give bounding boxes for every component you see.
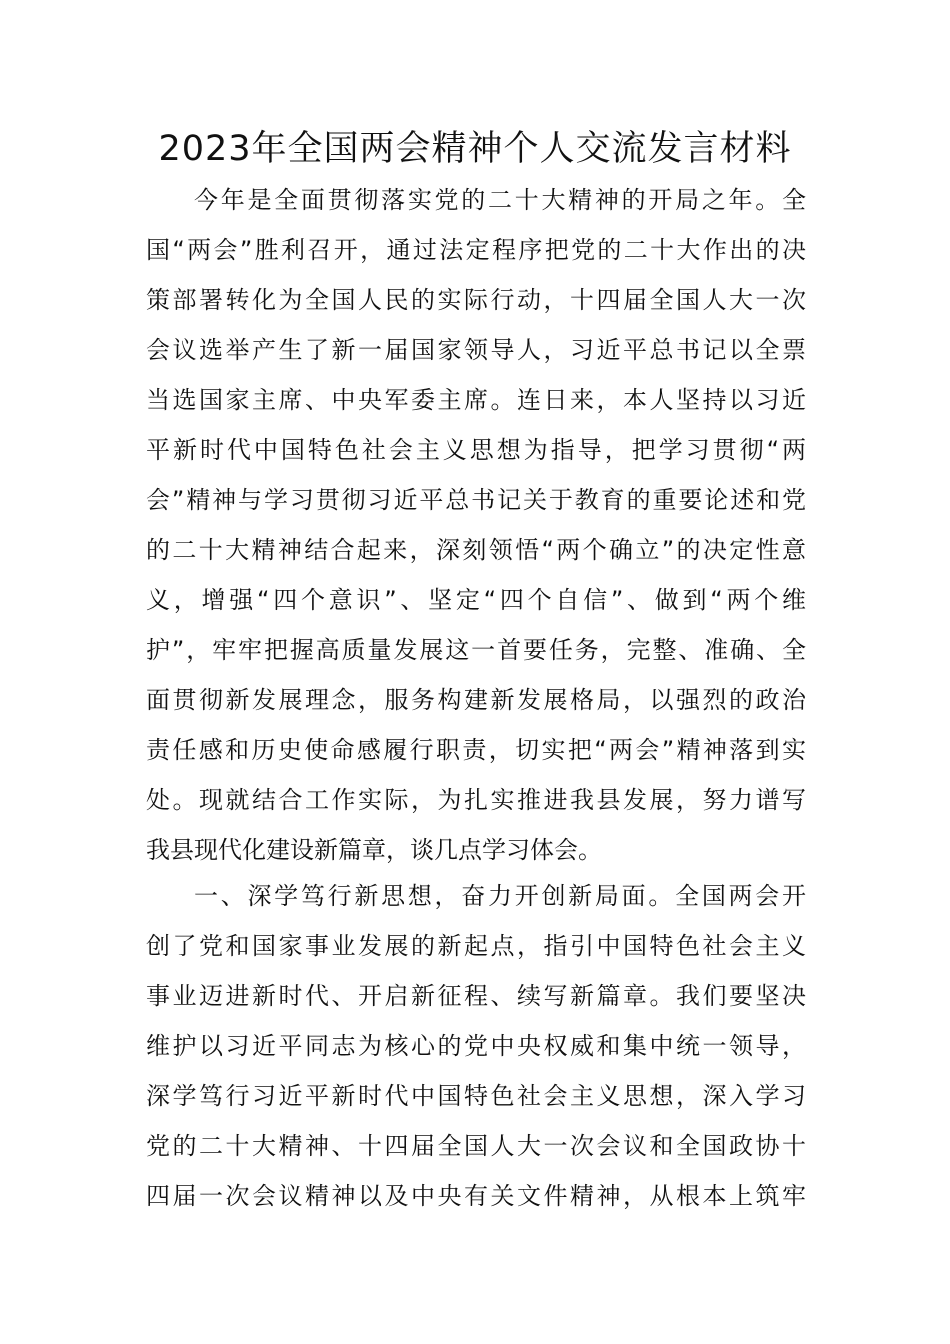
text-line: 党的二十大精神、十四届全国人大一次会议和全国政协十 (146, 1132, 806, 1160)
paragraph-intro (146, 175, 806, 875)
text-line: 今年是全面贯彻落实党的二十大精神的开局之年。全 (194, 186, 806, 214)
text-line: 维护以习近平同志为核心的党中央权威和集中统一领导， (146, 1032, 806, 1060)
text-line: 事业迈进新时代、开启新征程、续写新篇章。我们要坚决 (146, 982, 806, 1010)
text-line: 国“两会”胜利召开，通过法定程序把党的二十大作出的决 (146, 236, 806, 264)
text-line: 面贯彻新发展理念，服务构建新发展格局，以强烈的政治 (146, 686, 806, 714)
paragraph-section-one (146, 871, 806, 1221)
text-line: 创了党和国家事业发展的新起点，指引中国特色社会主义 (146, 932, 806, 960)
text-line: 平新时代中国特色社会主义思想为指导，把学习贯彻“两 (146, 436, 806, 464)
text-line: 会议选举产生了新一届国家领导人，习近平总书记以全票 (146, 336, 806, 364)
text-line: 护”，牢牢把握高质量发展这一首要任务，完整、准确、全 (146, 636, 806, 664)
text-line: 我县现代化建设新篇章，谈几点学习体会。 (146, 836, 602, 864)
text-line: 当选国家主席、中央军委主席。连日来，本人坚持以习近 (146, 386, 806, 414)
text-line: 义，增强“四个意识”、坚定“四个自信”、做到“两个维 (146, 586, 806, 614)
text-line: 四届一次会议精神以及中央有关文件精神，从根本上筑牢 (146, 1182, 806, 1210)
text-line: 责任感和历史使命感履行职责，切实把“两会”精神落到实 (146, 736, 806, 764)
text-line: 策部署转化为全国人民的实际行动，十四届全国人大一次 (146, 286, 806, 314)
text-line: 深学笃行习近平新时代中国特色社会主义思想，深入学习 (146, 1082, 806, 1110)
document-title: 2023年全国两会精神个人交流发言材料 (158, 129, 792, 169)
text-line: 的二十大精神结合起来，深刻领悟“两个确立”的决定性意 (146, 536, 806, 564)
text-line: 处。现就结合工作实际，为扎实推进我县发展，努力谱写 (146, 786, 806, 814)
text-line: 一、深学笃行新思想，奋力开创新局面。全国两会开 (194, 882, 806, 910)
text-line: 会”精神与学习贯彻习近平总书记关于教育的重要论述和党 (146, 486, 806, 514)
